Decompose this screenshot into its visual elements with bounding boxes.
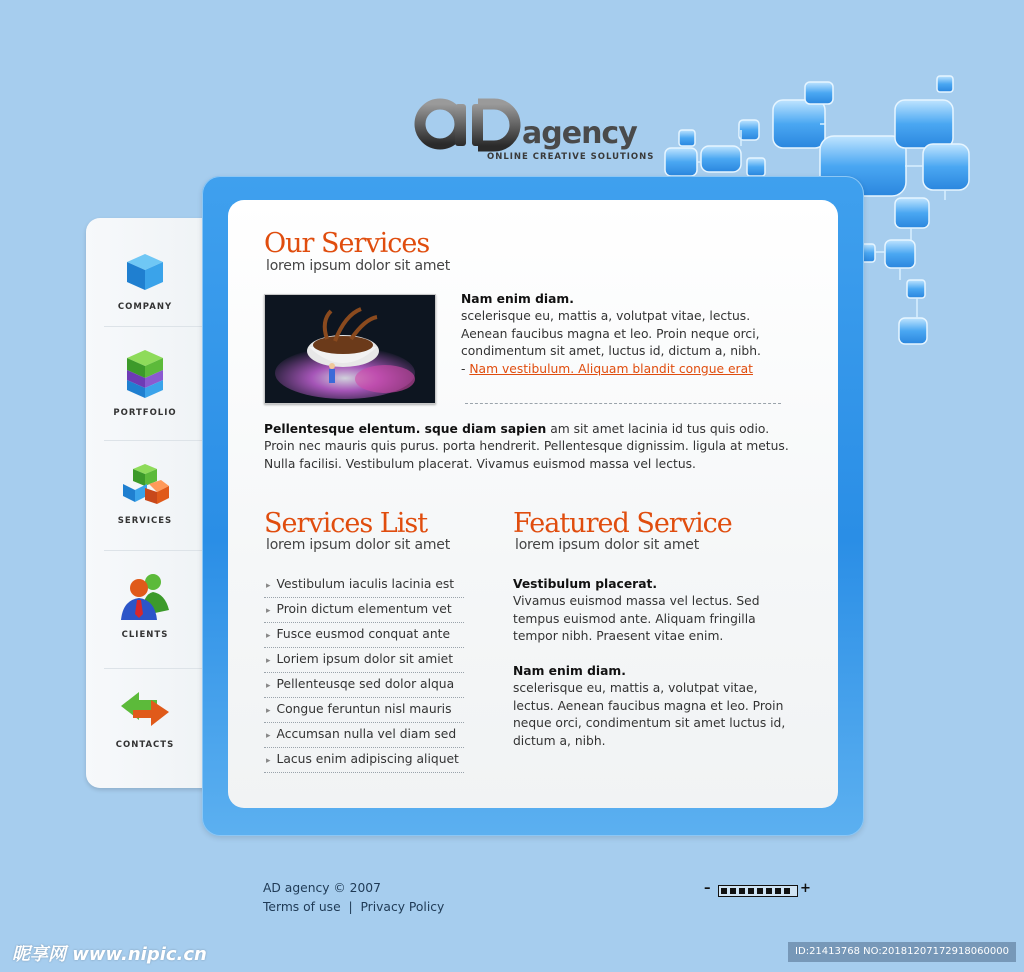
services-paragraph <box>264 421 794 473</box>
nav-label-portfolio: PORTFOLIO <box>113 408 177 418</box>
chevron-right-icon: ▸ <box>266 631 271 641</box>
services-list <box>264 574 464 774</box>
featured-service-subtitle: lorem ipsum dolor sit amet <box>515 537 699 553</box>
arrows-icon <box>117 686 173 732</box>
featured-block-1 <box>513 576 793 646</box>
services-paragraph-bold: Pellentesque elentum. sque diam sapien <box>264 422 547 436</box>
zoom-out-button[interactable]: – <box>704 881 711 896</box>
services-read-more-link[interactable]: Nam vestibulum. Aliquam blandit congue erat <box>469 361 753 376</box>
services-list-item[interactable] <box>264 599 464 623</box>
featured-block-2 <box>513 663 793 750</box>
zoom-in-button[interactable]: + <box>800 881 811 896</box>
nav-label-company: COMPANY <box>117 302 173 312</box>
page-size-control <box>704 881 814 898</box>
services-list-item-label: Lacus enim adipiscing aliquet <box>276 752 459 766</box>
chevron-right-icon: ▸ <box>266 656 271 666</box>
featured-block-2-heading: Nam enim diam. <box>513 664 626 678</box>
featured-block-1-heading: Vestibulum placerat. <box>513 577 658 591</box>
chevron-right-icon: ▸ <box>266 731 271 741</box>
privacy-policy-link[interactable]: Privacy Policy <box>360 900 445 914</box>
nav-label-clients: CLIENTS <box>121 630 169 640</box>
coffee-cup-photo <box>264 294 436 404</box>
services-list-item[interactable] <box>264 624 464 648</box>
services-intro-heading: Nam enim diam. <box>461 292 574 306</box>
nav-item-clients[interactable] <box>86 570 204 640</box>
nav-divider <box>104 668 214 669</box>
stacked-cubes-icon <box>123 348 167 400</box>
services-list-item[interactable] <box>264 724 464 748</box>
our-services-title: Our Services <box>264 228 430 259</box>
nav-label-contacts: CONTACTS <box>115 740 175 750</box>
services-list-title: Services List <box>264 508 428 539</box>
nav-divider <box>104 550 214 551</box>
chevron-right-icon: ▸ <box>266 706 271 716</box>
nav-item-contacts[interactable] <box>86 686 204 750</box>
chevron-right-icon: ▸ <box>266 756 271 766</box>
nav-divider <box>104 326 214 327</box>
services-list-item-label: Congue feruntun nisl mauris <box>276 702 452 716</box>
chevron-right-icon: ▸ <box>266 681 271 691</box>
coffee-splash-image-icon <box>265 295 435 403</box>
chevron-right-icon: ▸ <box>266 581 271 591</box>
our-services-subtitle: lorem ipsum dolor sit amet <box>266 258 450 274</box>
services-list-item[interactable] <box>264 749 464 773</box>
services-link-prefix: - <box>461 361 470 376</box>
services-paragraph-body: am sit amet lacinia id tus quis odio. Proin nec mauris quis purus. porta hendrerit. Pellentesque dignissim. ligula at metus. Nulla facilisi. Vestibulum placerat. Vivamus euismod massa vel lectus. <box>264 422 789 471</box>
size-bar-icon <box>718 885 798 897</box>
services-list-item[interactable] <box>264 674 464 698</box>
logo-tagline: ONLINE CREATIVE SOLUTIONS <box>487 152 655 162</box>
blocks-icon <box>119 462 171 508</box>
terms-of-use-link[interactable]: Terms of use <box>263 900 341 914</box>
services-list-item-label: Vestibulum iaculis lacinia est <box>276 577 455 591</box>
footer-separator: | <box>348 900 353 914</box>
services-list-item-label: Accumsan nulla vel diam sed <box>276 727 457 741</box>
nav-item-portfolio[interactable] <box>86 348 204 418</box>
featured-block-2-body: scelerisque eu, mattis a, volutpat vitae, lectus. Aenean faucibus magna et leo. Proin neque orci, condimentum sit amet luctus id, dictum a, nibh. <box>513 681 786 748</box>
services-list-item[interactable] <box>264 649 464 673</box>
footer <box>263 879 444 917</box>
services-list-subtitle: lorem ipsum dolor sit amet <box>266 537 450 553</box>
ad-logo-mark-icon <box>414 96 526 152</box>
nav-label-services: SERVICES <box>117 516 173 526</box>
people-icon <box>115 570 175 622</box>
services-intro-body: scelerisque eu, mattis a, volutpat vitae, lectus. Aenean faucibus magna et leo. Proin neque orci, condimentum sit amet, luctus id, dictum a, nibh. <box>461 309 761 359</box>
dotted-divider <box>465 403 781 404</box>
featured-block-1-body: Vivamus euismod massa vel lectus. Sed tempus euismod ante. Aliquam fringilla tempor nibh. Praesent vitae enim. <box>513 594 760 644</box>
logo-wordmark: agency <box>522 116 637 151</box>
services-list-item-label: Pellenteusqe sed dolor alqua <box>276 677 455 691</box>
services-intro <box>461 291 791 378</box>
watermark-site: 昵享网 www.nipic.cn <box>12 944 207 965</box>
chevron-right-icon: ▸ <box>266 606 271 616</box>
nav-item-services[interactable] <box>86 462 204 526</box>
cube-icon <box>123 250 167 294</box>
nav-divider <box>104 440 214 441</box>
nav-item-company[interactable] <box>86 250 204 312</box>
services-list-item[interactable] <box>264 574 464 598</box>
watermark-id: ID:21413768 NO:20181207172918060000 <box>788 942 1016 962</box>
services-list-item-label: Proin dictum elementum vet <box>276 602 452 616</box>
services-list-item-label: Fusce eusmod conquat ante <box>276 627 451 641</box>
footer-copyright: AD agency © 2007 <box>263 881 381 895</box>
services-list-item[interactable] <box>264 699 464 723</box>
logo[interactable] <box>414 96 654 168</box>
services-list-item-label: Loriem ipsum dolor sit amiet <box>276 652 454 666</box>
featured-service-title: Featured Service <box>513 508 732 539</box>
